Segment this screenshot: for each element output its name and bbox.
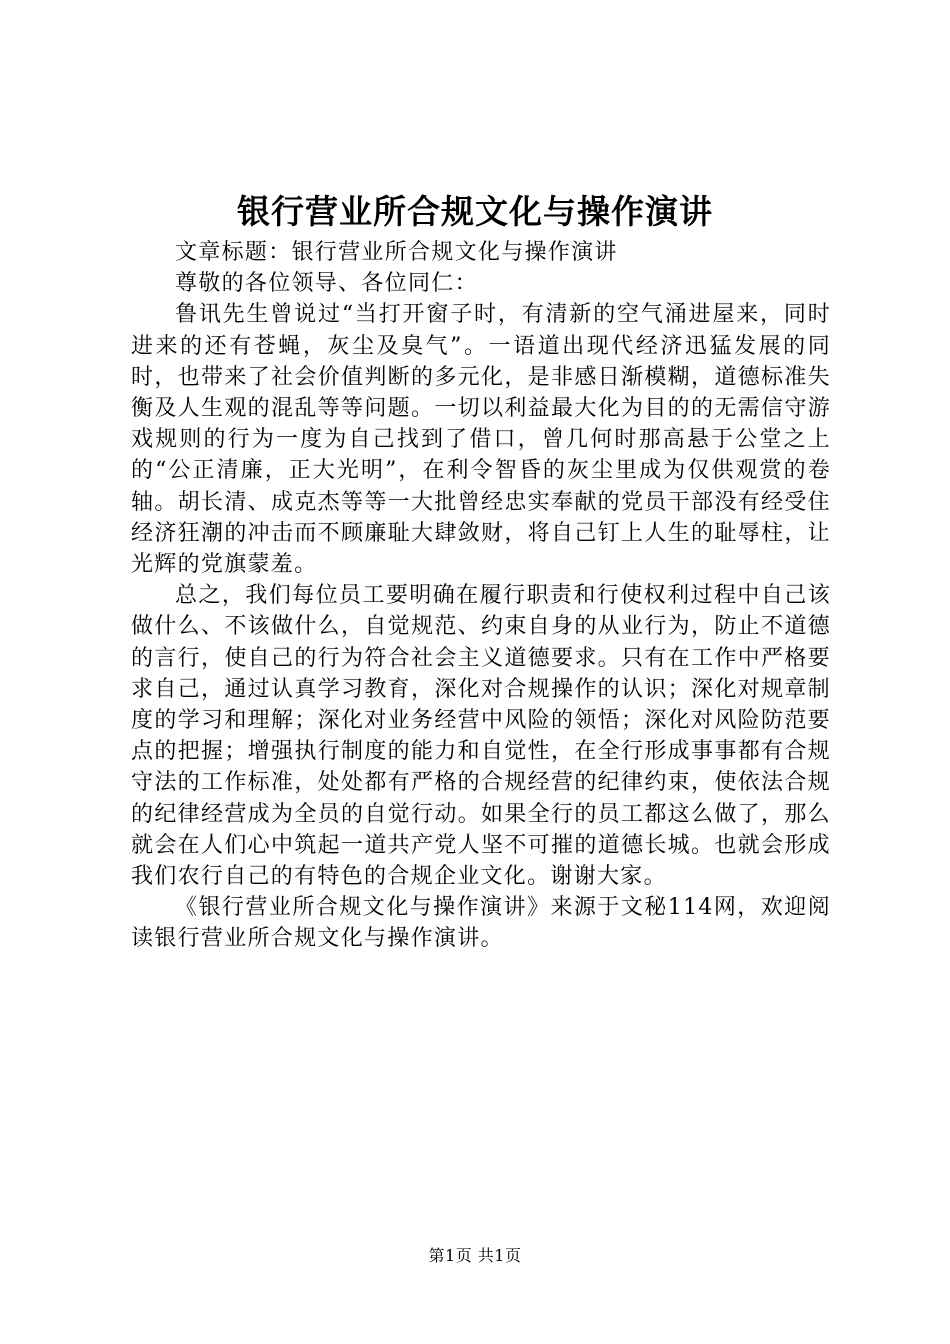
page-number: 第1页 共1页 — [428, 1246, 522, 1265]
paragraph-conclusion: 总之，我们每位员工要明确在履行职责和行使权利过程中自己该做什么、不该做什么，自觉规范、约束自身的从业行为，防止不道德的言行，使自己的行为符合社会主义道德要求。只有在工作中严格要求自己，通过认真学习教育，深化对合规操作的认识；深化对规章制度的学习和理解；深化对业务经营中风险的领悟；深化对风险防范要点的把握；增强执行制度的能力和自觉性，在全行形成事事都有合规守法的工作标准，处处都有严格的合规经营的纪律约束，使依法合规的纪律经营成为全员的自觉行动。如果全行的员工都这么做了，那么就会在人们心中筑起一道共产党人坚不可摧的道德长城。也就会形成我们农行自己的有特色的合规企业文化。谢谢大家。 — [131, 583, 831, 890]
article-title-line: 文章标题：银行营业所合规文化与操作演讲 — [175, 240, 618, 265]
source-note: 《银行营业所合规文化与操作演讲》来源于文秘114网，欢迎阅读银行营业所合规文化与操作演讲。 — [131, 895, 831, 952]
paragraph-intro: 鲁讯先生曾说过“当打开窗子时，有清新的空气涌进屋来，同时进来的还有苍蝇，灰尘及臭气”。一语道出现代经济迅猛发展的同时，也带来了社会价值判断的多元化，是非感日渐模糊，道德标准失衡及人生观的混乱等等问题。一切以利益最大化为目的的无需信守游戏规则的行为一度为自己找到了借口，曾几何时那高悬于公堂之上的“公正清廉，正大光明”，在利令智昏的灰尘里成为仅供观赏的卷轴。胡长清、成克杰等等一大批曾经忠实奉献的党员干部没有经受住经济狂潮的冲击而不顾廉耻大肆敛财，将自己钉上人生的耻辱柱，让光辉的党旗蒙羞。 — [131, 302, 831, 578]
salutation: 尊敬的各位领导、各位同仁： — [175, 271, 478, 297]
document-body — [131, 237, 831, 955]
document-title: 银行营业所合规文化与操作演讲 — [237, 192, 713, 231]
